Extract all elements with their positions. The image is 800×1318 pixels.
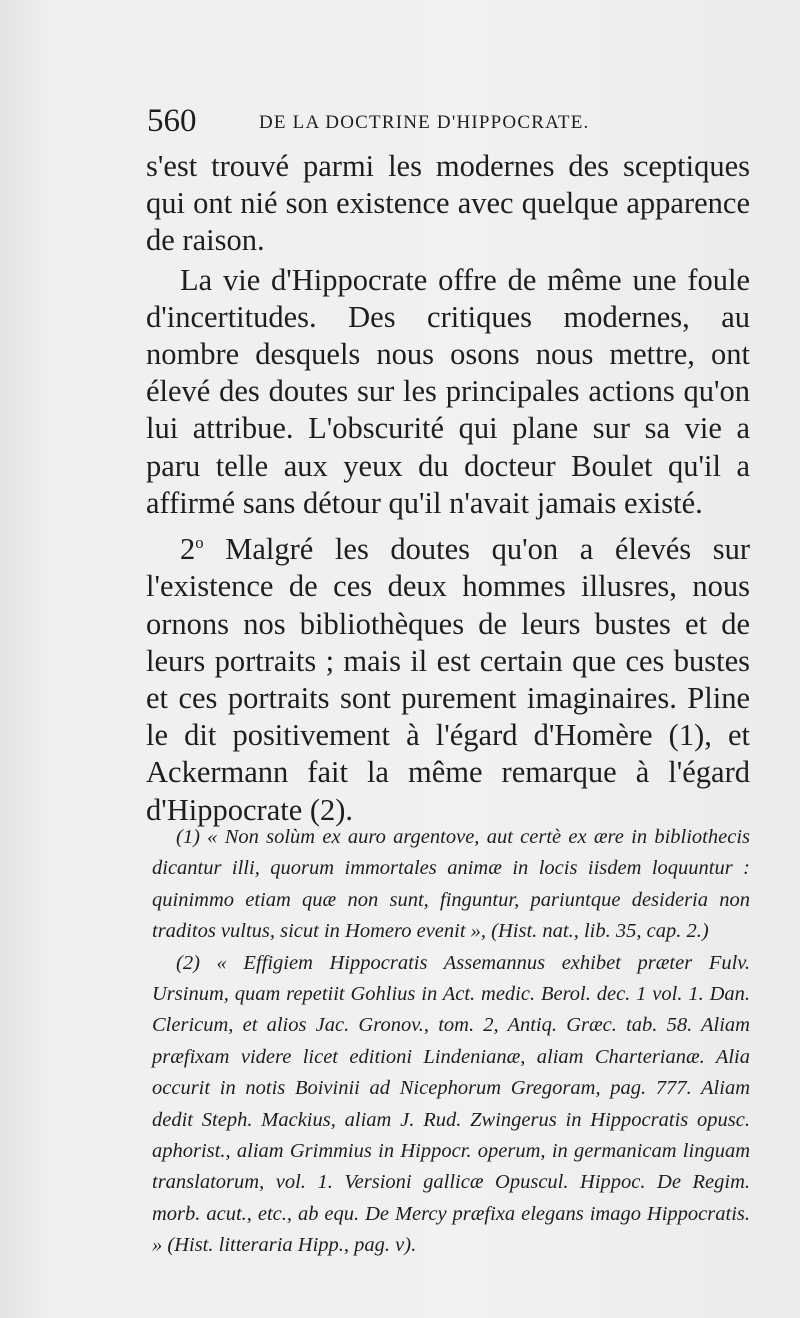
page-header [147,103,747,143]
section-number: 2 [180,532,196,567]
paragraph-1: s'est trouvé parmi les modernes des sceptiques qui ont nié son existence avec quelque apparence de raison. [146,149,750,258]
footnotes [152,822,750,1262]
page-number: 560 [147,103,197,139]
running-head: DE LA DOCTRINE D'HIPPOCRATE. [259,112,590,133]
paragraph-3-text: Malgré les doutes qu'on a élevés sur l'existence de ces deux hommes illusres, nous ornons nos bibliothèques de leurs bustes et de leurs portraits ; mais il est certain que ces bustes et ces portraits sont purement imaginaires. Pline le dit positivement à l'égard d'Homère (1), et Ackermann fait la même remarque à l'égard d'Hippocrate (2). [146,532,750,827]
footnote-1: (1) « Non solùm ex auro argentove, aut certè ex ære in bibliothecis dicantur illi, quorum immortales animæ in locis iisdem loquuntur : quinimmo etiam quæ non sunt, finguntur, pariuntque desideria non traditos vultus, sicut in Homero evenit », (Hist. nat., lib. 35, cap. 2.) [152,826,750,943]
footnote-2: (2) « Effigiem Hippocratis Assemannus exhibet præter Fulv. Ursinum, quam repetiit Gohlius in Act. medic. Berol. dec. 1 vol. 1. Dan. Clericum, et alios Jac. Gronov., tom. 2, Antiq. Græc. tab. 58. Aliam præfixam videre licet editioni Lindenianæ, aliam Charterianæ. Alia occurit in notis Boivinii ad Nicephorum Gregoram, pag. 777. Aliam dedit Steph. Mackius, aliam J. Rud. Zwingerus in Hippocratis opusc. aphorist., aliam Grimmius in Hippocr. operum, in germanicam linguam translatorum, vol. 1. Versioni gallicæ Opuscul. Hippoc. De Regim. morb. acut., etc., ab equ. De Mercy præfixa elegans imago Hippocratis. » (Hist. litteraria Hipp., pag. v). [152,951,750,1257]
paragraph-3 [146,524,750,829]
paragraph-2: La vie d'Hippocrate offre de même une foule d'incertitudes. Des critiques modernes, au nombre desquels nous osons nous mettre, ont élevé des doutes sur les principales actions qu'on lui attribue. L'obscurité qui plane sur sa vie a paru telle aux yeux du docteur Boulet qu'il a affirmé sans détour qu'il n'avait jamais existé. [146,262,750,520]
main-text [146,148,750,831]
degree-mark: o [195,533,204,553]
